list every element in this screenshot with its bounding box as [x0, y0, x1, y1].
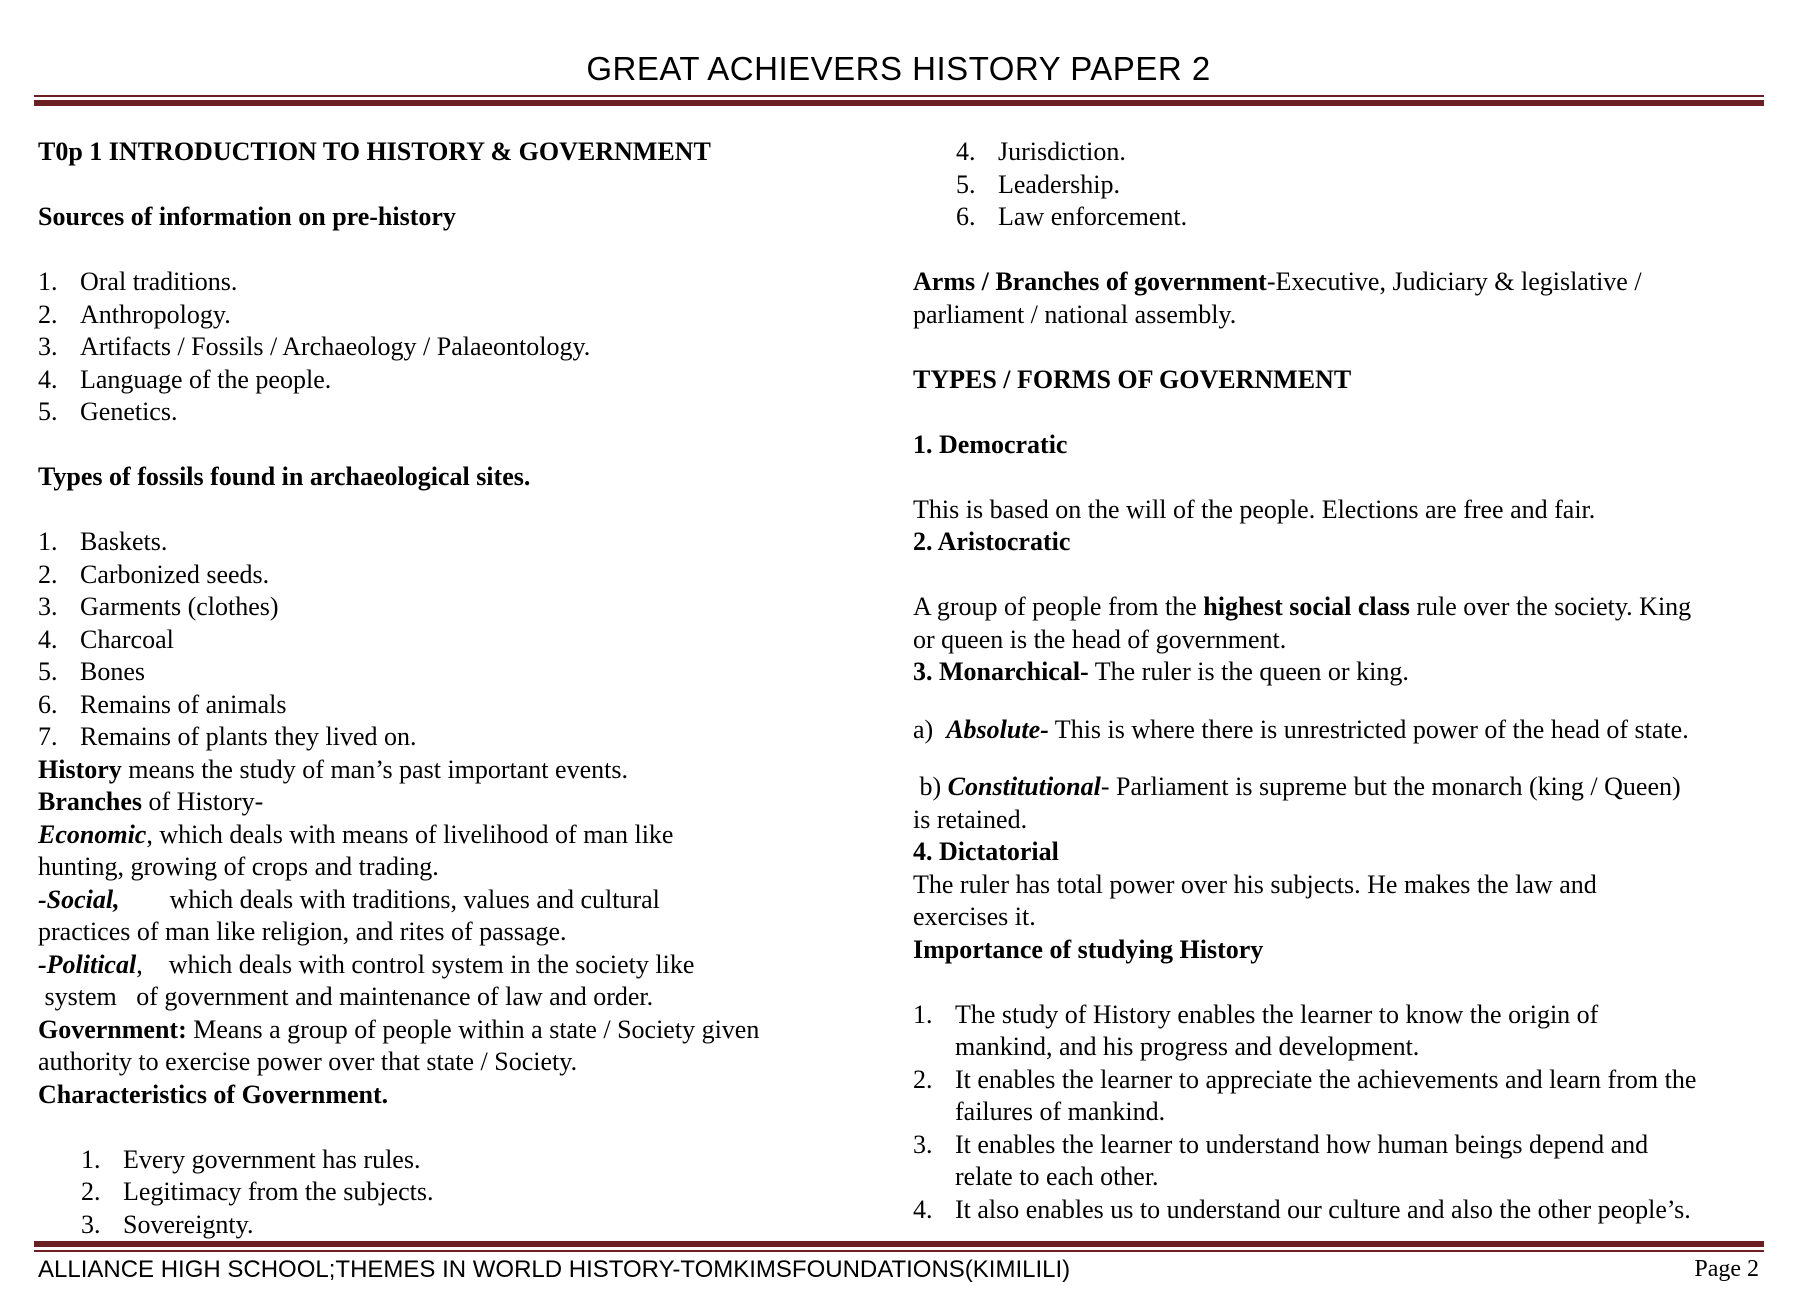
list-item: 2. It enables the learner to appreciate the achievements and learn from the failures of mankind. — [913, 1064, 1697, 1126]
fossils-heading: Types of fossils found in archaeological sites. — [38, 462, 531, 491]
dictatorial-text: The ruler has total power over his subjects. He makes the law and — [913, 869, 1597, 899]
government-definition-cont: authority to exercise power over that state / Society. — [38, 1047, 578, 1076]
footer-rule — [34, 1241, 1764, 1252]
list-item: 6. Remains of animals — [38, 689, 287, 719]
branches-line: Branches of History- — [38, 787, 264, 816]
dictatorial-text-cont: exercises it. — [913, 902, 1036, 931]
page-footer — [38, 1256, 1759, 1284]
history-definition: History means the study of man’s past important events. — [38, 754, 628, 784]
importance-heading: Importance of studying History — [913, 934, 1264, 964]
constitutional-monarchy-cont: is retained. — [913, 804, 1028, 834]
list-item: 4. Charcoal — [38, 624, 174, 654]
list-item: 1. The study of History enables the learner to know the origin of mankind, and his progress and development. — [913, 999, 1599, 1061]
economic-branch-cont: hunting, growing of crops and trading. — [38, 852, 439, 881]
list-item: 7. Remains of plants they lived on. — [38, 722, 417, 751]
list-item: 6. Law enforcement. — [956, 202, 1188, 231]
sources-heading: Sources of information on pre-history — [38, 202, 456, 231]
left-column — [38, 136, 858, 1241]
monarchical-line: 3. Monarchical- The ruler is the queen or king. — [913, 657, 1409, 686]
list-item: 3. Garments (clothes) — [38, 592, 279, 621]
list-item: 1. Oral traditions. — [38, 267, 238, 296]
political-branch-cont: system of government and maintenance of law and order. — [38, 982, 654, 1011]
aristocratic-text-cont: or queen is the head of government. — [913, 624, 1287, 654]
dictatorial-heading: 4. Dictatorial — [913, 837, 1059, 866]
list-item: 5. Genetics. — [38, 397, 178, 426]
header-rule — [34, 95, 1764, 106]
arms-of-government: Arms / Branches of government-Executive, Judiciary & legislative / — [913, 267, 1642, 296]
list-item: 1. Every government has rules. — [81, 1144, 421, 1174]
sources-list — [38, 266, 858, 429]
democratic-heading: 1. Democratic — [913, 429, 1068, 459]
absolute-monarchy: a) Absolute- This is where there is unrestricted power of the head of state. — [913, 714, 1689, 744]
political-branch: -Political, which deals with control system in the society like — [38, 949, 695, 979]
list-item: 5. Bones — [38, 657, 145, 686]
list-item: 3. Artifacts / Fossils / Archaeology / Palaeontology. — [38, 332, 591, 361]
arms-of-government-cont: parliament / national assembly. — [913, 299, 1237, 329]
list-item: 5. Leadership. — [956, 169, 1121, 199]
democratic-text: This is based on the will of the people. Elections are free and fair. — [913, 494, 1596, 524]
list-item: 4. It also enables us to understand our culture and also the other people’s. — [913, 1194, 1691, 1224]
aristocratic-heading: 2. Aristocratic — [913, 527, 1071, 556]
list-item: 1. Baskets. — [38, 527, 168, 556]
characteristics-heading: Characteristics of Government. — [38, 1079, 389, 1109]
aristocratic-text: A group of people from the highest social class rule over the society. King — [913, 592, 1692, 621]
right-column — [913, 136, 1773, 1226]
list-item: 2. Legitimacy from the subjects. — [81, 1177, 434, 1206]
list-item: 4. Language of the people. — [38, 364, 332, 394]
page-number: Page 2 — [1694, 1256, 1759, 1282]
constitutional-monarchy: b) Constitutional- Parliament is supreme but the monarch (king / Queen) — [913, 772, 1681, 801]
characteristics-list — [38, 1144, 858, 1242]
footer-text: ALLIANCE HIGH SCHOOL;THEMES IN WORLD HISTORY-TOMKIMSFOUNDATIONS(KIMILILI) — [38, 1256, 1071, 1283]
fossils-list — [38, 526, 858, 754]
topic-heading: T0p 1 INTRODUCTION TO HISTORY & GOVERNMENT — [38, 137, 711, 166]
list-item: 4. Jurisdiction. — [956, 137, 1126, 166]
characteristics-list-cont — [913, 136, 1773, 234]
document-title: GREAT ACHIEVERS HISTORY PAPER 2 — [586, 50, 1211, 87]
list-item: 3. Sovereignty. — [81, 1209, 254, 1239]
types-heading: TYPES / FORMS OF GOVERNMENT — [913, 364, 1352, 394]
government-definition: Government: Means a group of people within a state / Society given — [38, 1014, 760, 1044]
list-item: 2. Carbonized seeds. — [38, 559, 270, 589]
social-branch: -Social, which deals with traditions, values and cultural — [38, 884, 660, 914]
list-item: 3. It enables the learner to understand how human beings depend and relate to each other. — [913, 1129, 1649, 1191]
economic-branch: Economic, which deals with means of livelihood of man like — [38, 819, 674, 849]
list-item: 2. Anthropology. — [38, 299, 231, 329]
social-branch-cont: practices of man like religion, and rites of passage. — [38, 917, 567, 946]
importance-list — [913, 999, 1773, 1227]
